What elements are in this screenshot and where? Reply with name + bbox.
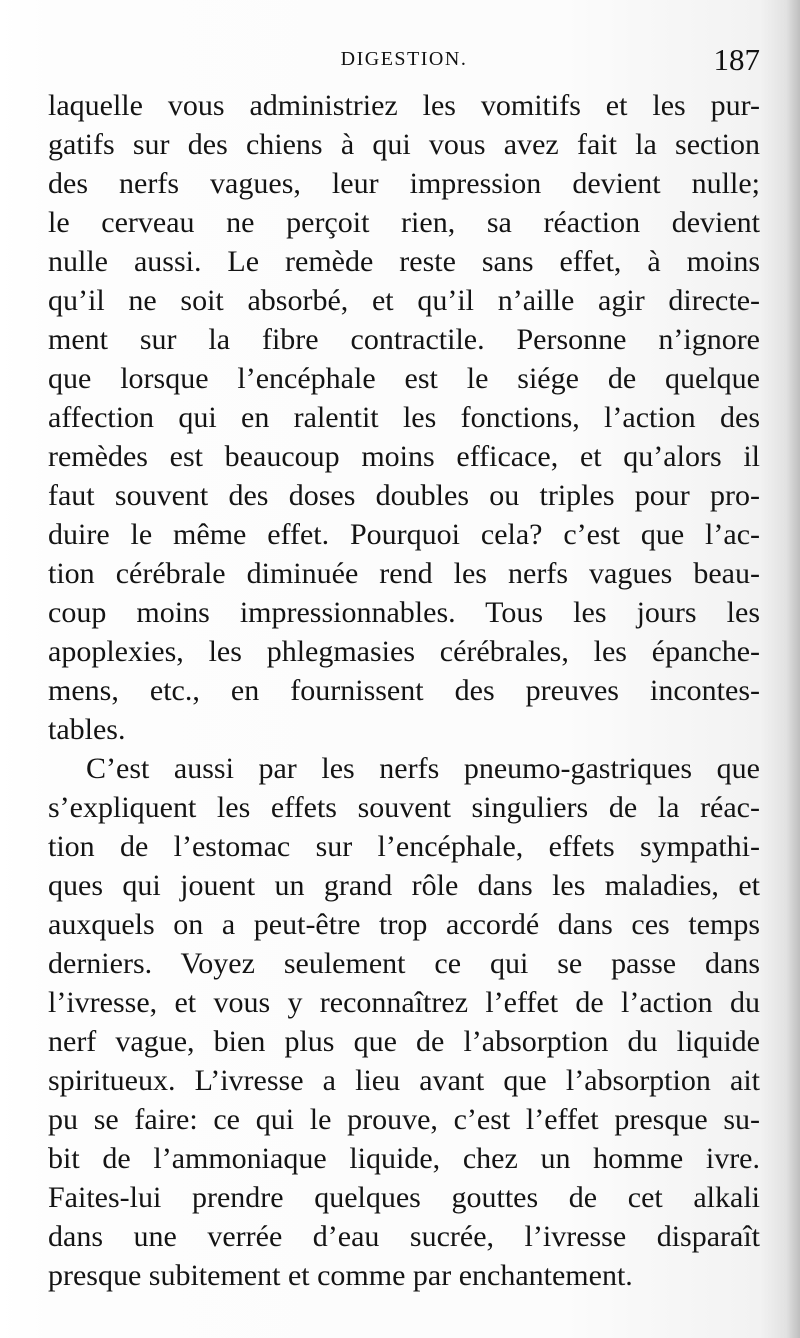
text-line: mens, etc., en fournissent des preuves incontes- xyxy=(48,674,760,707)
text-line: le cerveau ne perçoit rien, sa réaction devient xyxy=(48,206,760,239)
text-line: C’est aussi par les nerfs pneumo-gastriques que xyxy=(86,752,760,785)
text-line: que lorsque l’encéphale est le siége de quelque xyxy=(48,362,760,395)
text-line: s’expliquent les effets souvent singuliers de la réac- xyxy=(48,791,760,824)
running-head: DIGESTION. xyxy=(340,48,468,70)
text-line: tion cérébrale diminuée rend les nerfs vagues beau- xyxy=(48,557,760,590)
text-line: affection qui en ralentit les fonctions, l’action des xyxy=(48,401,760,434)
body-text xyxy=(48,86,760,1295)
page-header xyxy=(48,42,760,82)
text-line: dans une verrée d’eau sucrée, l’ivresse disparaît xyxy=(48,1220,760,1253)
text-line: apoplexies, les phlegmasies cérébrales, les épanche- xyxy=(48,635,760,668)
text-line: remèdes est beaucoup moins efficace, et qu’alors il xyxy=(48,440,760,473)
text-line: des nerfs vagues, leur impression devient nulle; xyxy=(48,167,760,200)
text-line: gatifs sur des chiens à qui vous avez fait la section xyxy=(48,128,760,161)
text-line: spiritueux. L’ivresse a lieu avant que l’absorption ait xyxy=(48,1064,760,1097)
page-edge-shadow xyxy=(786,0,800,1338)
text-line: ment sur la fibre contractile. Personne n’ignore xyxy=(48,323,760,356)
text-line: ques qui jouent un grand rôle dans les maladies, et xyxy=(48,869,760,902)
text-line: nerf vague, bien plus que de l’absorption du liquide xyxy=(48,1025,760,1058)
text-line: bit de l’ammoniaque liquide, chez un homme ivre. xyxy=(48,1142,760,1175)
text-line: qu’il ne soit absorbé, et qu’il n’aille agir directe- xyxy=(48,284,760,317)
text-line: tion de l’estomac sur l’encéphale, effets sympathi- xyxy=(48,830,760,863)
paragraph-1 xyxy=(48,86,760,749)
text-line: nulle aussi. Le remède reste sans effet, à moins xyxy=(48,245,760,278)
text-line: presque subitement et comme par enchantement. xyxy=(48,1259,633,1292)
text-line: derniers. Voyez seulement ce qui se passe dans xyxy=(48,947,760,980)
text-line: Faites-lui prendre quelques gouttes de cet alkali xyxy=(48,1181,760,1214)
text-line: coup moins impressionnables. Tous les jours les xyxy=(48,596,760,629)
page-number: 187 xyxy=(713,42,760,77)
text-line: duire le même effet. Pourquoi cela? c’est que l’ac- xyxy=(48,518,760,551)
text-line: pu se faire: ce qui le prouve, c’est l’effet presque su- xyxy=(48,1103,760,1136)
text-line: faut souvent des doses doubles ou triples pour pro- xyxy=(48,479,760,512)
text-line: tables. xyxy=(48,713,126,746)
text-line: l’ivresse, et vous y reconnaîtrez l’effet de l’action du xyxy=(48,986,760,1019)
paragraph-2 xyxy=(48,749,760,1295)
text-line: auxquels on a peut-être trop accordé dans ces temps xyxy=(48,908,760,941)
text-line: laquelle vous administriez les vomitifs et les pur- xyxy=(48,89,760,122)
